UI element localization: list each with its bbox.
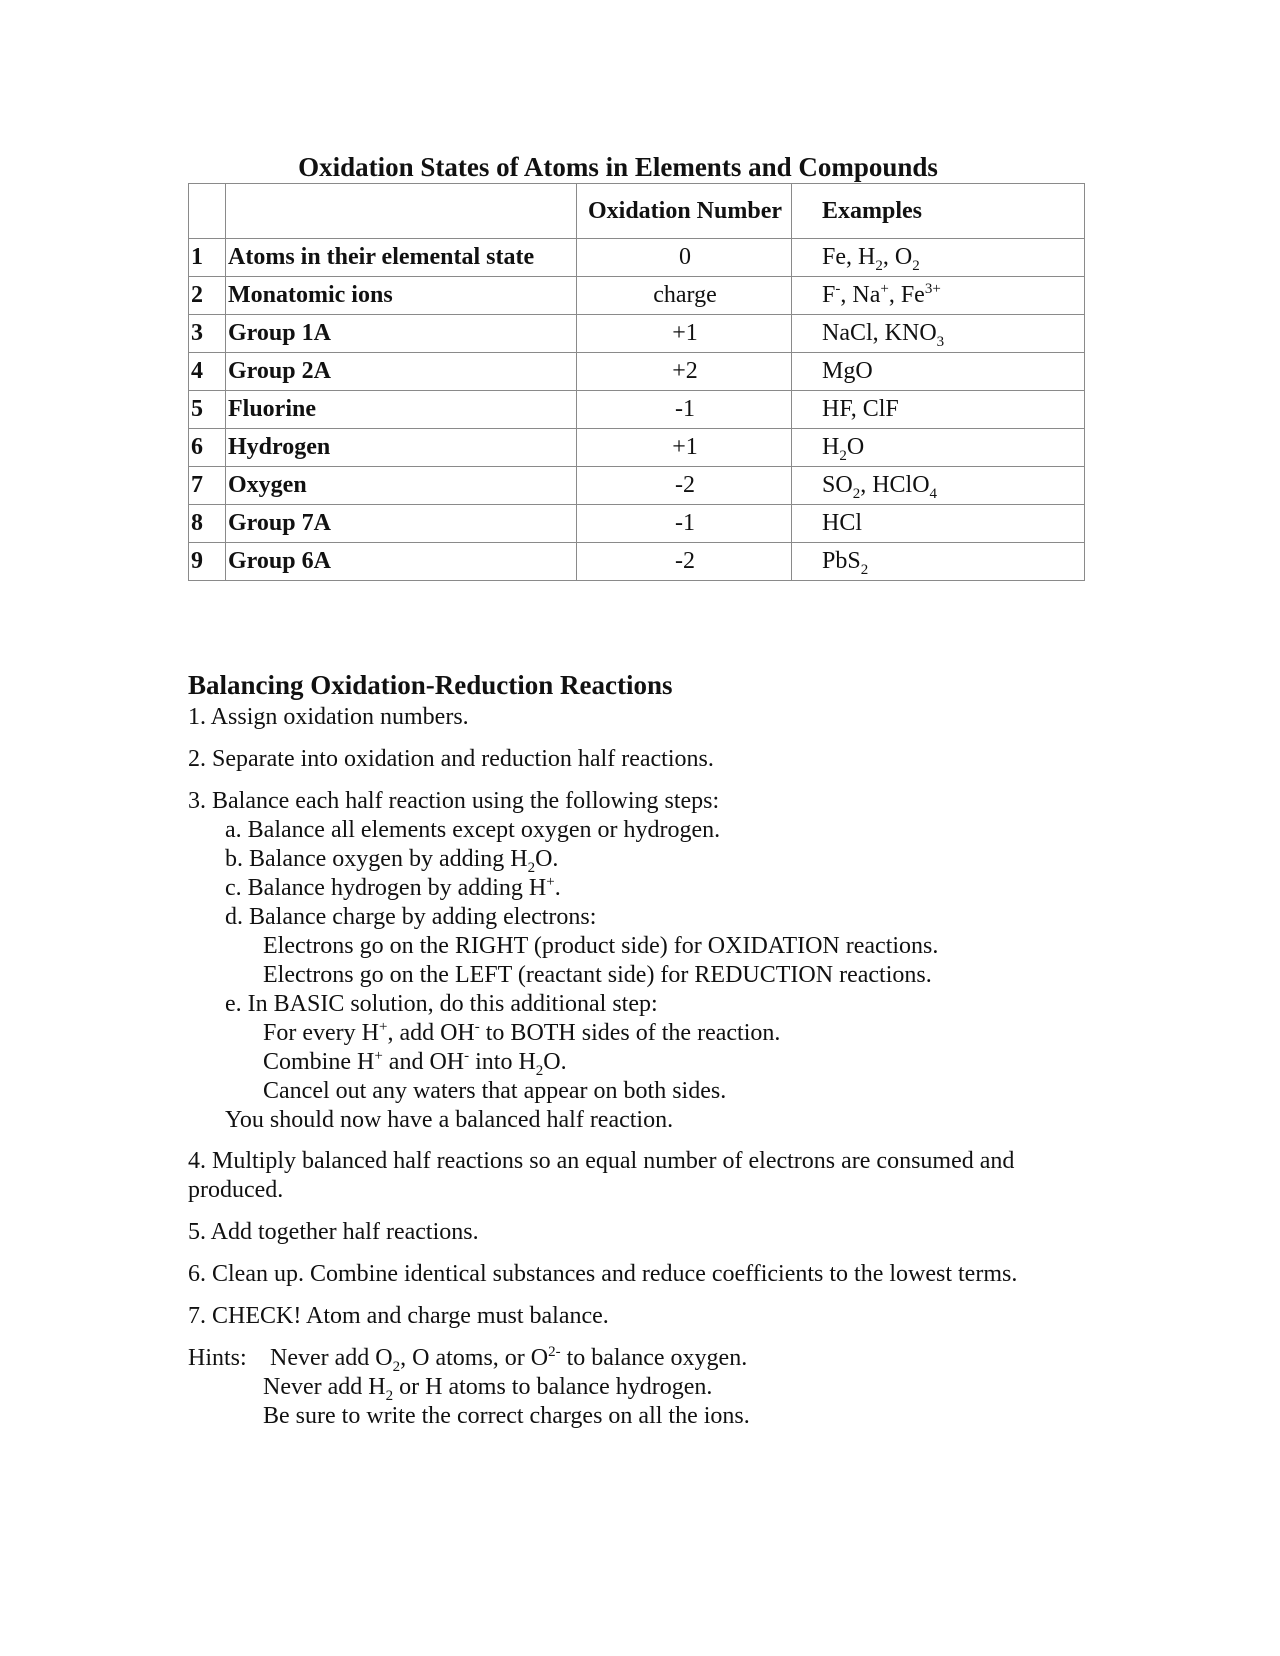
- step-3e: e. In BASIC solution, do this additional step:: [225, 991, 658, 1017]
- row-examples: [792, 239, 1085, 277]
- hints-label: Hints:: [188, 1345, 247, 1371]
- hint-3: Be sure to write the correct charges on all the ions.: [263, 1403, 750, 1429]
- row-num: 3: [189, 315, 226, 353]
- table-header-row: [189, 184, 1085, 239]
- row-oxidation: +1: [577, 429, 792, 467]
- table-row: [189, 505, 1085, 543]
- step-3b: b. Balance oxygen by adding $H_2O$.: [225, 846, 559, 876]
- step-1: 1. Assign oxidation numbers.: [188, 704, 469, 730]
- row-oxidation: -2: [577, 543, 792, 581]
- table-title: Oxidation States of Atoms in Elements and Compounds: [298, 152, 938, 182]
- row-oxidation: +2: [577, 353, 792, 391]
- table-row: [189, 467, 1085, 505]
- hint-2: Never add $H_2$ or H atoms to balance hydrogen.: [263, 1374, 713, 1404]
- table-row: [189, 543, 1085, 581]
- step-7: 7. CHECK! Atom and charge must balance.: [188, 1303, 609, 1329]
- examples-text: $H_2O$: [822, 434, 865, 464]
- examples-text: PbS$_2$: [822, 548, 869, 578]
- hint-1: Never add $O_2$, O atoms, or $O^{2-}$ to balance oxygen.: [270, 1344, 748, 1375]
- row-examples: [792, 543, 1085, 581]
- step-3d-left: Electrons go on the LEFT (reactant side) for REDUCTION reactions.: [263, 962, 932, 988]
- oxidation-states-table: [188, 183, 1085, 581]
- section-title: Balancing Oxidation-Reduction Reactions: [188, 670, 673, 700]
- row-num: 1: [189, 239, 226, 277]
- row-oxidation: 0: [577, 239, 792, 277]
- row-category: Group 2A: [226, 353, 577, 391]
- row-examples: [792, 429, 1085, 467]
- step-3: 3. Balance each half reaction using the following steps:: [188, 788, 720, 814]
- examples-text: NaCl, $KNO_3$: [822, 320, 945, 350]
- table-row: [189, 391, 1085, 429]
- row-category: Monatomic ions: [226, 277, 577, 315]
- examples-text: F-, Na+, $Fe^{3+}$: [822, 281, 941, 308]
- row-num: 9: [189, 543, 226, 581]
- header-category-cell: [226, 184, 577, 239]
- header-examples: Examples: [792, 184, 1085, 239]
- step-3a: a. Balance all elements except oxygen or hydrogen.: [225, 817, 721, 843]
- row-category: Group 6A: [226, 543, 577, 581]
- row-oxidation: -1: [577, 391, 792, 429]
- step-3e-1: For every H+, add OH- to BOTH sides of the reaction.: [263, 1019, 781, 1046]
- step-4-line1: 4. Multiply balanced half reactions so an equal number of electrons are consumed and: [188, 1148, 1015, 1174]
- header-num-cell: [189, 184, 226, 239]
- row-examples: MgO: [792, 353, 1085, 391]
- row-category: Group 7A: [226, 505, 577, 543]
- row-num: 4: [189, 353, 226, 391]
- step-3e-2: Combine H+ and OH- into $H_2O$.: [263, 1048, 567, 1079]
- row-category: Atoms in their elemental state: [226, 239, 577, 277]
- row-examples: [792, 277, 1085, 315]
- row-examples: [792, 315, 1085, 353]
- row-category: Fluorine: [226, 391, 577, 429]
- table-row: [189, 353, 1085, 391]
- examples-text: $SO_2$, HClO$_4$: [822, 472, 938, 502]
- table-row: [189, 277, 1085, 315]
- table-row: [189, 429, 1085, 467]
- step-3e-3: Cancel out any waters that appear on both sides.: [263, 1078, 727, 1104]
- row-num: 7: [189, 467, 226, 505]
- table-row: [189, 315, 1085, 353]
- row-category: Hydrogen: [226, 429, 577, 467]
- step-2: 2. Separate into oxidation and reduction half reactions.: [188, 746, 714, 772]
- row-examples: HCl: [792, 505, 1085, 543]
- step-3d-right: Electrons go on the RIGHT (product side) for OXIDATION reactions.: [263, 933, 939, 959]
- step-5: 5. Add together half reactions.: [188, 1219, 479, 1245]
- step-3d: d. Balance charge by adding electrons:: [225, 904, 597, 930]
- table-row: [189, 239, 1085, 277]
- row-category: Oxygen: [226, 467, 577, 505]
- step-3-end: You should now have a balanced half reaction.: [225, 1107, 674, 1133]
- header-oxidation-number: Oxidation Number: [577, 184, 792, 239]
- row-num: 5: [189, 391, 226, 429]
- row-oxidation: -1: [577, 505, 792, 543]
- row-oxidation: -2: [577, 467, 792, 505]
- row-oxidation: +1: [577, 315, 792, 353]
- row-category: Group 1A: [226, 315, 577, 353]
- row-num: 8: [189, 505, 226, 543]
- step-3c: c. Balance hydrogen by adding H+.: [225, 874, 561, 901]
- row-examples: HF, ClF: [792, 391, 1085, 429]
- row-num: 6: [189, 429, 226, 467]
- step-6: 6. Clean up. Combine identical substances and reduce coefficients to the lowest terms.: [188, 1261, 1018, 1287]
- row-examples: [792, 467, 1085, 505]
- row-num: 2: [189, 277, 226, 315]
- row-oxidation: charge: [577, 277, 792, 315]
- step-4-line2: produced.: [188, 1177, 284, 1203]
- examples-text: Fe, $H_2$, $O_2$: [822, 244, 920, 274]
